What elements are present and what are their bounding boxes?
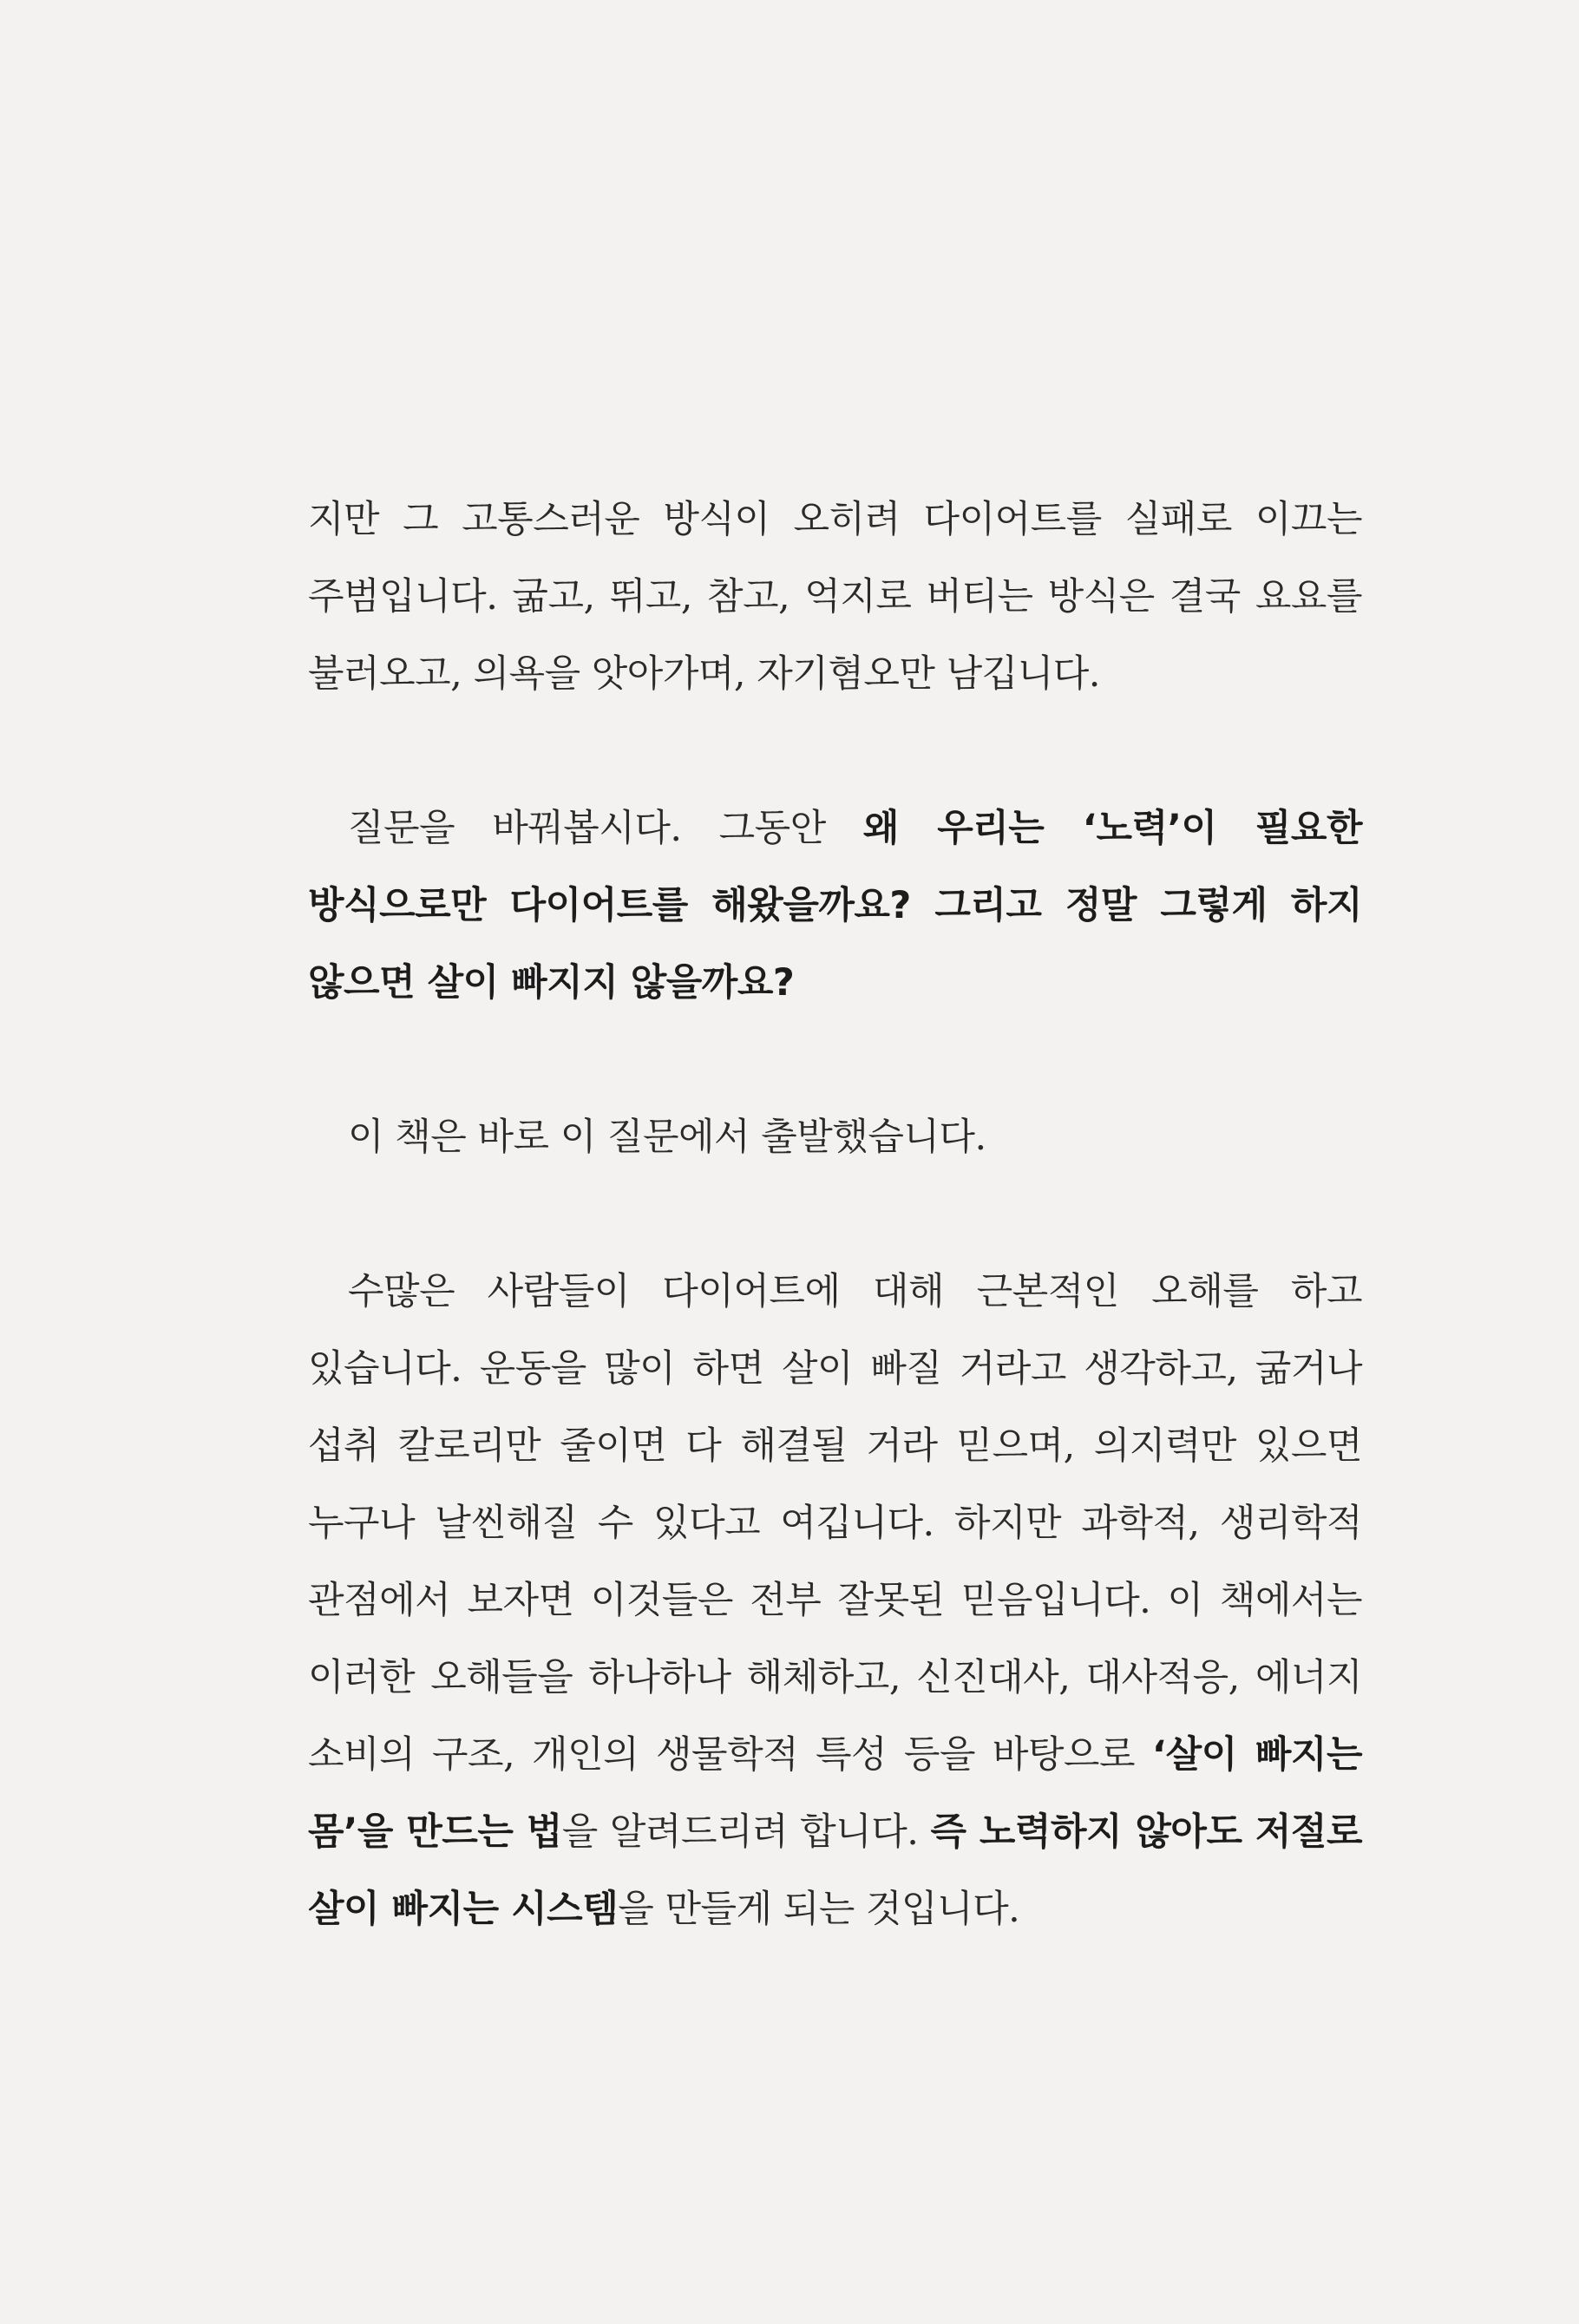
paragraph-gap bbox=[308, 1022, 1362, 1099]
paragraph-4-text-3: 을 만들게 되는 것입니다. bbox=[618, 1888, 1020, 1931]
paragraph-gap bbox=[308, 1176, 1362, 1254]
paragraph-gap bbox=[308, 713, 1362, 790]
paragraph-3 bbox=[308, 1099, 1362, 1176]
paragraph-2-text: 질문을 바꿔봅시다. 그동안 bbox=[348, 807, 863, 850]
paragraph-1-text: 지만 그 고통스러운 방식이 오히려 다이어트를 실패로 이끄는 주범입니다. 굶고, 뛰고, 참고, 억지로 버티는 방식은 결국 요요를 불러오고, 의욕을 앗아가며, 자기혐오만 남깁니다. bbox=[308, 498, 1362, 696]
paragraph-1 bbox=[308, 481, 1362, 713]
page-body bbox=[308, 481, 1362, 1948]
paragraph-2-emphasis: 왜 우리는 ‘노력’이 필요한 방식으로만 다이어트를 해왔을까요? 그리고 정말 그렇게 하지 않으면 살이 빠지지 않을까요? bbox=[308, 807, 1362, 1005]
paragraph-4 bbox=[308, 1254, 1362, 1948]
paragraph-4-text-2: 을 알려드리려 합니다. bbox=[561, 1810, 931, 1854]
paragraph-4-emphasis-2: 즉 노력하지 않아도 저절로 살이 빠지는 시스템 bbox=[308, 1810, 1362, 1931]
paragraph-4-emphasis-1: ‘살이 빠지는 몸’을 만드는 법 bbox=[308, 1733, 1362, 1854]
paragraph-3-text: 이 책은 바로 이 질문에서 출발했습니다. bbox=[348, 1116, 986, 1159]
paragraph-4-text-1: 수많은 사람들이 다이어트에 대해 근본적인 오해를 하고 있습니다. 운동을 많이 하면 살이 빠질 거라고 생각하고, 굶거나 섭취 칼로리만 줄이면 다 해결될 거라 믿으며, 의지력만 있으면 누구나 날씬해질 수 있다고 여깁니다. 하지만 과학적, 생리학적 관점에서 보자면 이것들은 전부 잘못된 믿음입니다. 이 책에서는 이러한 오해들을 하나하나 해체하고, 신진대사, 대사적응, 에너지 소비의 구조, 개인의 생물학적 특성 등을 바탕으로 bbox=[308, 1270, 1362, 1777]
paragraph-2 bbox=[308, 790, 1362, 1022]
